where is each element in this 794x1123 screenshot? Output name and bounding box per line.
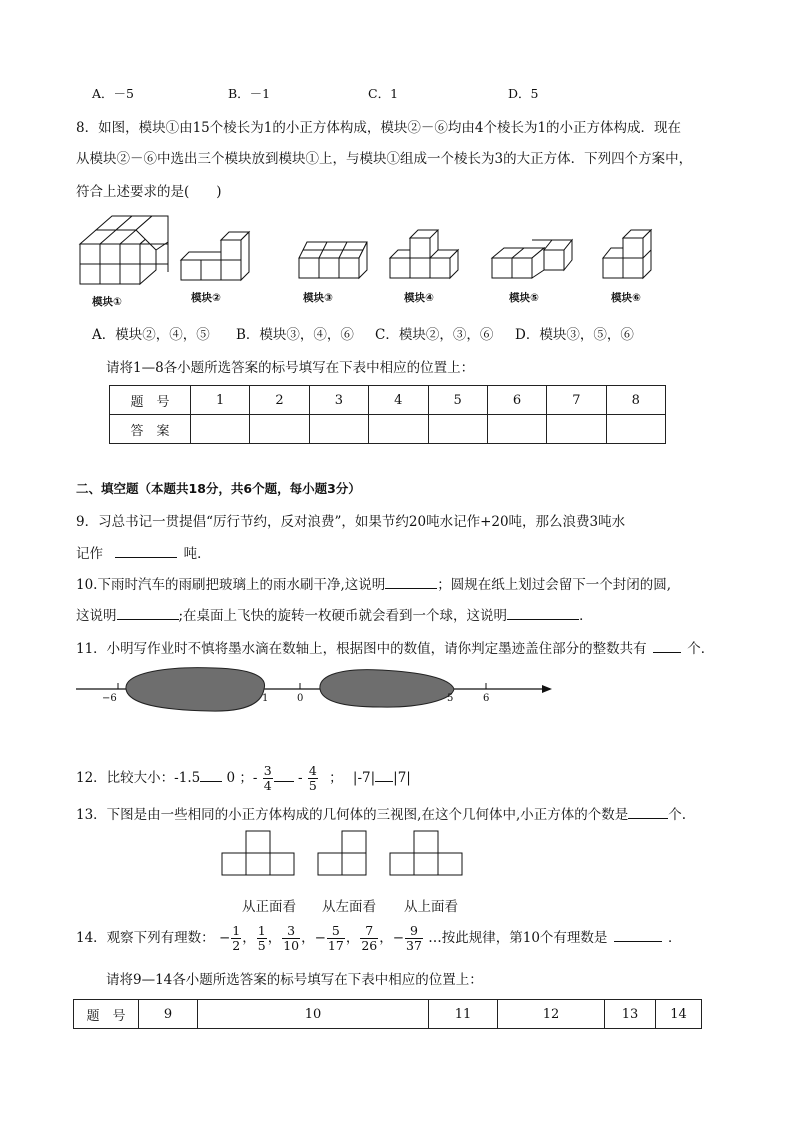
number-line-arrow-icon	[542, 685, 552, 693]
q14-blank[interactable]	[614, 929, 662, 942]
q14-minus-sign: −	[314, 930, 326, 946]
q12-prefix: 12．比较大小：-1.5	[76, 770, 201, 786]
q10-text-b: ；圆规在纸上划过会留下一个封闭的圆,	[437, 577, 672, 593]
table1-cell-6: 6	[487, 386, 546, 415]
q10-text-e: ．	[579, 608, 593, 624]
q7-option-a: A．－5	[92, 86, 134, 101]
module-5-figure	[492, 240, 572, 278]
table1-cell-1: 1	[191, 386, 250, 415]
q11-blank[interactable]	[653, 640, 681, 653]
q8-option-a: A．模块②，④，⑤	[92, 327, 210, 343]
table2-header-label: 题 号	[74, 1000, 139, 1029]
q10-text-a: 10.下雨时汽车的雨刷把玻璃上的雨水刷干净,这说明	[76, 577, 386, 593]
table2-cell-10: 10	[198, 1000, 429, 1029]
table1-answer-cell[interactable]	[191, 415, 250, 444]
q12-blank-1[interactable]	[200, 769, 222, 782]
table1-cell-5: 5	[428, 386, 487, 415]
q12-fraction-2: $\frac{4}{5}$	[308, 762, 317, 793]
q10-blank-1[interactable]	[385, 576, 437, 589]
q12-fraction-1: $\frac{3}{4}$	[263, 762, 272, 793]
module-4-figure	[390, 230, 458, 278]
module-label-6: 模块⑥	[611, 292, 641, 304]
table1-cell-7: 7	[547, 386, 606, 415]
ink-blot-right	[320, 670, 454, 707]
q14-end: ．	[668, 930, 682, 946]
table1-answer-cell[interactable]	[369, 415, 428, 444]
q10-text-c: 这说明	[76, 608, 117, 624]
module-1-figure	[80, 216, 168, 284]
q12-semicolon: ；	[329, 770, 343, 786]
q9-line-2	[76, 542, 211, 562]
table1-cell-2: 2	[250, 386, 309, 415]
module-6-figure	[603, 230, 651, 278]
q10-blank-2[interactable]	[117, 607, 179, 620]
table2-cell-9: 9	[139, 1000, 198, 1029]
module-label-2: 模块②	[191, 292, 221, 304]
three-views-figure	[0, 826, 794, 886]
table1-cell-8: 8	[606, 386, 665, 415]
ink-blot-left	[126, 668, 265, 711]
q8-option-c: C．模块②，③，⑥	[375, 327, 494, 343]
answer-table-1	[109, 385, 666, 444]
q14-minus-sign: −	[392, 930, 405, 946]
q12-abs-left: |-7|	[352, 770, 376, 786]
table1-answer-label: 答 案	[110, 415, 191, 444]
left-view	[318, 831, 366, 875]
q7-option-c: C．1	[368, 86, 399, 101]
top-view	[390, 831, 462, 875]
q14-fraction: $\frac{1}{2}$	[232, 922, 241, 953]
table2-cell-14: 14	[656, 1000, 702, 1029]
q14-prefix: 14．观察下列有理数：	[76, 930, 215, 946]
q14-fraction: $\frac{1}{5}$	[257, 922, 266, 953]
module-figures	[0, 212, 794, 332]
tick-label-1: 1	[262, 693, 269, 704]
table1-answer-cell[interactable]	[250, 415, 309, 444]
front-view	[222, 831, 294, 875]
q7-option-b: B．－1	[228, 86, 271, 101]
q12-line	[76, 758, 411, 798]
q14-suffix: …按此规律，第10个有理数是	[428, 930, 608, 946]
q7-option-d: D．5	[508, 86, 539, 101]
q14-fraction: $\frac{9}{37}$	[406, 922, 422, 953]
answer-table-2	[73, 999, 702, 1029]
q14-fraction: $\frac{3}{10}$	[283, 922, 300, 953]
tick-label-5: 5	[447, 693, 454, 704]
q14-fraction: $\frac{7}{26}$	[361, 922, 378, 953]
table1-answer-cell[interactable]	[309, 415, 368, 444]
q9-line-1: 9．习总书记一贯提倡“厉行节约，反对浪费”，如果节约20吨水记作+20吨，那么浪费3吨水	[76, 514, 626, 530]
q13-line	[76, 803, 686, 823]
table2-cell-11: 11	[429, 1000, 498, 1029]
q8-line-3: 符合上述要求的是( )	[76, 184, 222, 200]
table1-cell-3: 3	[309, 386, 368, 415]
q14-comma: ，	[379, 930, 393, 946]
q14-comma: ，	[267, 930, 282, 946]
q8-line-2: 从模块②－⑥中选出三个模块放到模块①上，与模块①组成一个棱长为3的大正方体．下列四个方案中，	[76, 151, 693, 167]
q8-line-1: 8．如图，模块①由15个棱长为1的小正方体构成，模块②－⑥均由4个棱长为1的小正方体构成．现在	[76, 120, 682, 136]
q11-text-a: 11．小明写作业时不慎将墨水滴在数轴上，根据图中的数值，请你判定墨迹盖住部分的整数共有	[76, 641, 647, 657]
q8-option-b: B．模块③，④，⑥	[236, 327, 354, 343]
q11-number-line	[0, 662, 794, 722]
q10-line-2	[76, 604, 593, 624]
q14-comma: ，	[345, 930, 360, 946]
q9-text-a: 记作	[76, 546, 103, 562]
q12-blank-2[interactable]	[274, 769, 294, 782]
q8-option-d: D．模块③，⑤，⑥	[515, 327, 634, 343]
table1-answer-cell[interactable]	[428, 415, 487, 444]
q10-line-1	[76, 573, 671, 593]
q11-line	[76, 637, 714, 657]
q14-line	[76, 918, 682, 958]
table1-answer-cell[interactable]	[606, 415, 665, 444]
table1-header-label: 题 号	[110, 386, 191, 415]
table1-instruction: 请将1—8各小题所选答案的标号填写在下表中相应的位置上：	[106, 360, 475, 376]
q9-blank[interactable]	[115, 545, 177, 558]
q13-blank[interactable]	[628, 806, 668, 819]
q10-text-d: ;在桌面上飞快的旋转一枚硬币就会看到一个球，这说明	[178, 608, 508, 624]
q9-text-b: 吨．	[183, 546, 211, 562]
q14-comma: ，	[301, 930, 315, 946]
q12-minus: -	[298, 770, 303, 786]
view-label-front: 从正面看	[242, 899, 296, 915]
view-label-left: 从左面看	[322, 899, 376, 915]
section-2-title: 二、填空题（本题共18分，共6个题，每小题3分）	[76, 481, 361, 496]
table2-cell-12: 12	[498, 1000, 605, 1029]
module-2-figure	[181, 232, 249, 280]
table2-cell-13: 13	[605, 1000, 656, 1029]
table1-cell-4: 4	[369, 386, 428, 415]
q12-zero-sep: 0 ；-	[226, 770, 258, 786]
q13-text-a: 13．下图是由一些相同的小正方体构成的几何体的三视图,在这个几何体中,小正方体的个数是	[76, 807, 629, 823]
q14-comma: ，	[242, 930, 256, 946]
table2-instruction: 请将9—14各小题所选答案的标号填写在下表中相应的位置上：	[106, 972, 483, 988]
q13-text-b: 个.	[668, 807, 687, 823]
tick-label-6: 6	[483, 693, 490, 704]
view-label-top: 从上面看	[404, 899, 458, 915]
table1-answer-cell[interactable]	[487, 415, 546, 444]
module-label-1: 模块①	[92, 296, 122, 308]
q14-fraction: $\frac{5}{17}$	[327, 922, 344, 953]
module-3-figure	[299, 242, 367, 278]
q11-text-b: 个．	[687, 641, 715, 657]
q10-blank-3[interactable]	[507, 607, 579, 620]
module-label-4: 模块④	[404, 292, 434, 304]
tick-label-neg6: −6	[102, 693, 117, 704]
q14-minus-sign: −	[218, 930, 231, 946]
table1-answer-cell[interactable]	[547, 415, 606, 444]
q12-abs-right: |7|	[393, 770, 411, 786]
q12-blank-3[interactable]	[375, 769, 393, 782]
module-label-5: 模块⑤	[509, 292, 539, 304]
module-label-3: 模块③	[303, 292, 333, 304]
tick-label-0: 0	[297, 693, 304, 704]
q14-sequence	[218, 922, 424, 953]
